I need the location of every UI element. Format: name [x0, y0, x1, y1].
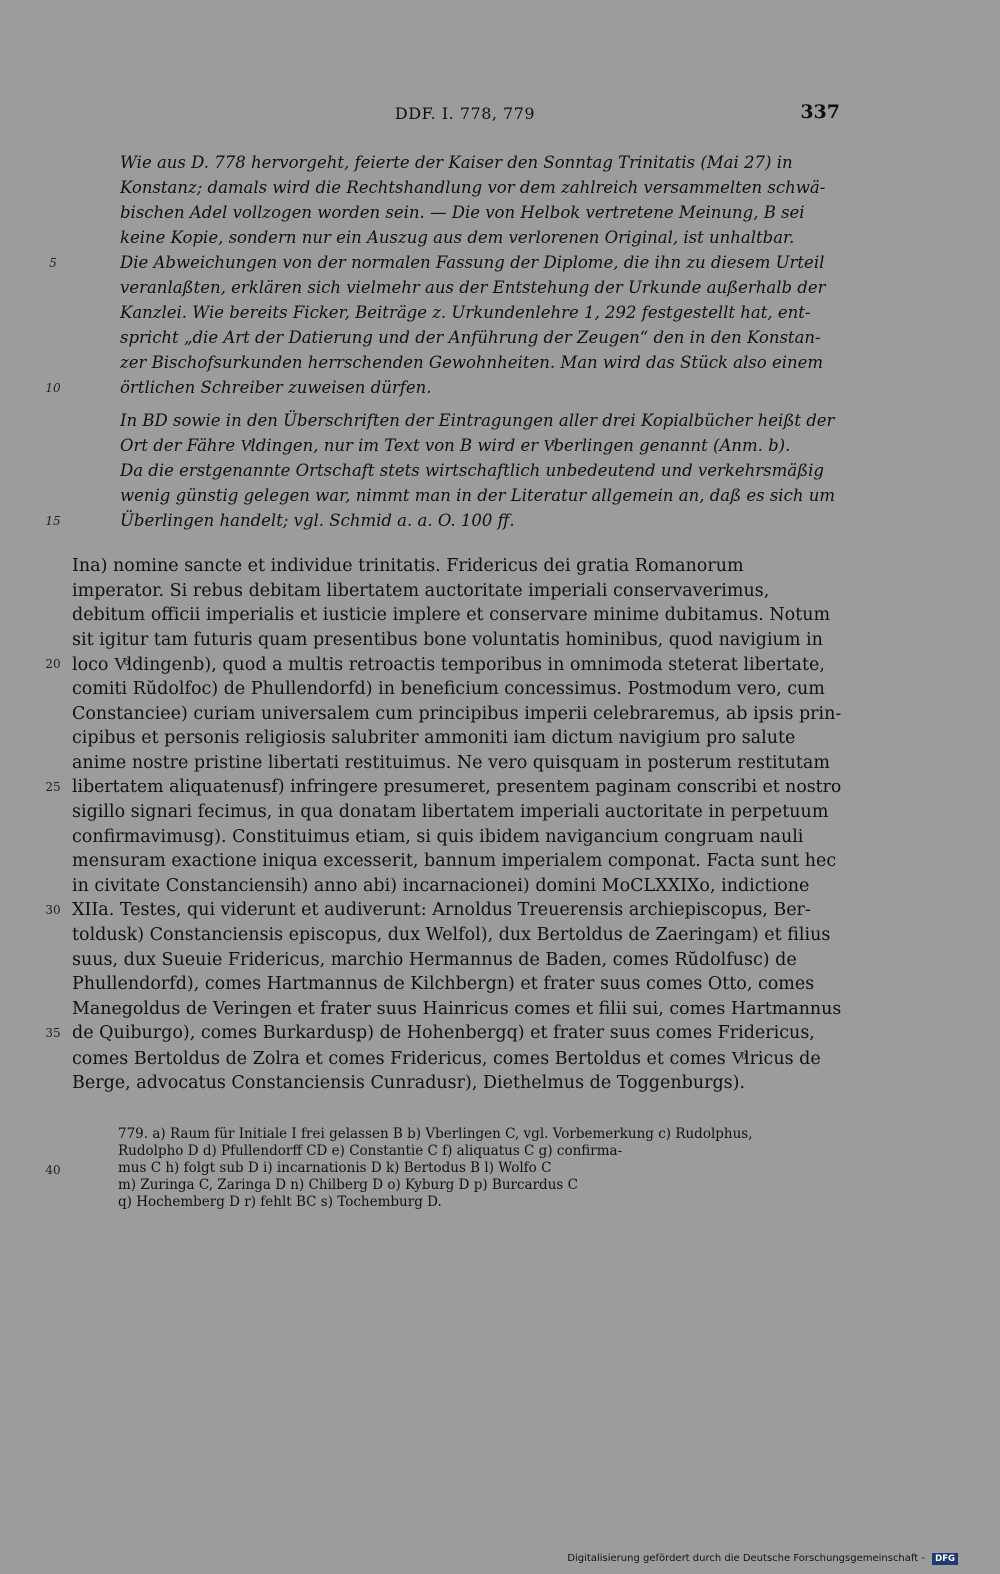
line-number: 30 [45, 903, 61, 918]
line-number: 35 [45, 1026, 61, 1041]
line-number: 5 [49, 256, 57, 270]
remark-line: bischen Adel vollzogen worden sein. — Die von Helbok vertretene Meinung, B sei [120, 203, 805, 222]
remark-line: Die Abweichungen von der normalen Fassung der Diplome, die ihn zu diesem Urteil [120, 253, 825, 272]
line-number: 25 [45, 780, 61, 795]
charter-line: XIIa. Testes, qui viderunt et audiverunt: Arnoldus Treuerensis archiepiscopus, Ber- [72, 900, 811, 921]
charter-line: comiti Rŭdolfoc) de Phullendorfd) in beneficium concessimus. Postmodum vero, cum [72, 679, 825, 699]
charter-line: Constanciee) curiam universalem cum principibus imperii celebraremus, ab ipsis prin- [72, 703, 842, 724]
footnote-line: Rudolpho D d) Pfullendorff CD e) Constantie C f) aliquatus C g) confirma- [118, 1143, 623, 1159]
charter-line: Manegoldus de Veringen et frater suus Hainricus comes et filii sui, comes Hartmannus [72, 998, 842, 1019]
line-number: 40 [45, 1163, 61, 1177]
remark-line: Konstanz; damals wird die Rechtshandlung vor dem zahlreich versammelten schwä- [120, 178, 826, 197]
charter-line: mensuram exactione iniqua excesserit, bannum imperialem componat. Facta sunt hec [72, 851, 837, 872]
charter-line: de Quiburgo), comes Burkardusp) de Hohenbergq) et frater suus comes Fridericus, [72, 1023, 815, 1044]
footnote-line: m) Zuringa C, Zaringa D n) Chilberg D o) Kyburg D p) Burcardus C [118, 1177, 578, 1193]
remark-line: zer Bischofsurkunden herrschenden Gewohnheiten. Man wird das Stück also einem [120, 353, 824, 372]
footnote-line: q) Hochemberg D r) fehlt BC s) Tochemburg D. [118, 1194, 442, 1210]
charter-line: sit igitur tam futuris quam presentibus bone voluntatis hominibus, quod navigium in [72, 629, 823, 650]
remark-line: spricht „die Art der Datierung und der Anführung der Zeugen“ den in den Konstan- [120, 328, 821, 347]
charter-line: anime nostre pristine libertati restituimus. Ne vero quisquam in posterum restitutam [72, 752, 830, 773]
charter-line: imperator. Si rebus debitam libertatem auctoritate imperiali conservaverimus, [72, 580, 770, 601]
footer-text: Digitalisierung gefördert durch die Deutsche Forschungsgemeinschaft - [567, 1553, 925, 1564]
digitization-footer [567, 1553, 958, 1565]
remark-line: Überlingen handelt; vgl. Schmid a. a. O. 100 ff. [120, 511, 515, 530]
charter-line: cipibus et personis religiosis salubriter ammoniti iam dictum navigium pro salute [72, 728, 796, 749]
page-number: 337 [800, 101, 840, 123]
charter-line: libertatem aliquatenusf) infringere presumeret, presentem paginam conscribi et nostro [72, 777, 842, 798]
charter-line: debitum officii imperialis et iusticie implere et conservare minime dubitamus. Notum [72, 605, 831, 626]
charter-line: toldusk) Constanciensis episcopus, dux Welfol), dux Bertoldus de Zaeringam) et filius [72, 925, 831, 945]
remark-line: Ort der Fähre Vͦldingen, nur im Text von B wird er Vͦberlingen genannt (Anm. b). [120, 436, 791, 455]
remark-line: keine Kopie, sondern nur ein Auszug aus dem verlorenen Original, ist unhaltbar. [120, 228, 795, 247]
line-number: 20 [45, 657, 61, 672]
line-number: 10 [45, 381, 61, 395]
charter-line: comes Bertoldus de Zolra et comes Fridericus, comes Bertoldus et comes Vͦlricus de [72, 1049, 821, 1069]
line-number: 15 [45, 514, 61, 528]
remark-line: Kanzlei. Wie bereits Ficker, Beiträge z. Urkundenlehre 1, 292 festgestellt hat, ent- [120, 303, 811, 322]
remark-line: In BD sowie in den Überschriften der Eintragungen aller drei Kopialbücher heißt der [120, 411, 835, 430]
running-header: DDF. I. 778, 779 [394, 104, 536, 123]
charter-line: confirmavimusg). Constituimus etiam, si quis ibidem navigancium congruam nauli [72, 826, 804, 847]
charter-line: Ina) nomine sancte et individue trinitatis. Fridericus dei gratia Romanorum [72, 556, 744, 576]
charter-line: suus, dux Sueuie Fridericus, marchio Hermannus de Baden, comes Rŭdolfusc) de [72, 949, 797, 970]
remark-line: wenig günstig gelegen war, nimmt man in der Literatur allgemein an, daß es sich um [120, 486, 835, 505]
remark-line: Wie aus D. 778 hervorgeht, feierte der Kaiser den Sonntag Trinitatis (Mai 27) in [120, 153, 793, 172]
remark-line: örtlichen Schreiber zuweisen dürfen. [120, 378, 432, 397]
dfg-logo: DFG [932, 1553, 958, 1565]
footnote-line: 779. a) Raum für Initiale I frei gelassen B b) Vberlingen C, vgl. Vorbemerkung c) Rudolphus, [118, 1126, 753, 1142]
footnote-line: mus C h) folgt sub D i) incarnationis D k) Bertodus B l) Wolfo C [118, 1160, 552, 1176]
remark-line: veranlaßten, erklären sich vielmehr aus der Entstehung der Urkunde außerhalb der [120, 278, 826, 297]
charter-line: Berge, advocatus Constanciensis Cunradusr), Diethelmus de Toggenburgs). [72, 1072, 746, 1093]
charter-line: sigillo signari fecimus, in qua donatam libertatem imperiali auctoritate in perpetuum [72, 802, 829, 822]
remark-line: Da die erstgenannte Ortschaft stets wirtschaftlich unbedeutend und verkehrsmäßig [120, 461, 824, 480]
charter-line: in civitate Constanciensih) anno abi) incarnacionei) domini MoCLXXIXo, indictione [72, 875, 810, 896]
charter-line: Phullendorfd), comes Hartmannus de Kilchbergn) et frater suus comes Otto, comes [72, 974, 815, 995]
charter-line: loco Vͦldingenb), quod a multis retroactis temporibus in omnimoda steterat libertate, [72, 655, 825, 676]
